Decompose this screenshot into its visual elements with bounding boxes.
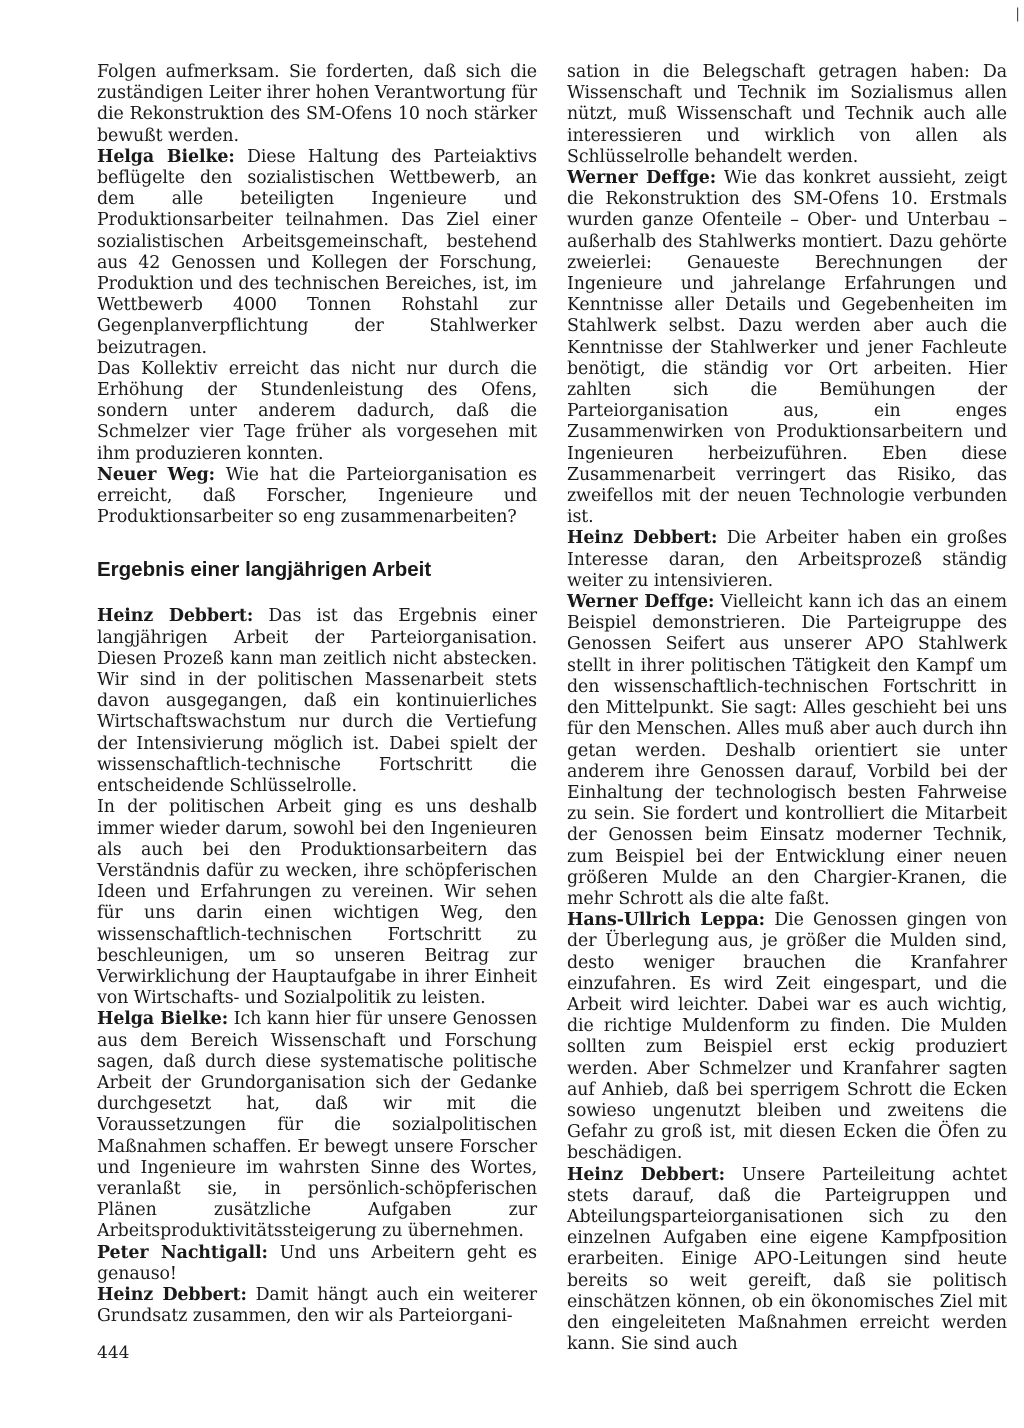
- speaker-name: Werner Deffge:: [567, 592, 715, 613]
- paragraph: [97, 465, 537, 529]
- paragraph: sation in die Belegschaft getragen haben: Da Wissenschaft und Technik im Sozialismus allen nützt, muß Wissenschaft und Technik auch alle interessieren und wirklich von allen als Schlüsselrolle behandelt werden.: [567, 62, 1007, 167]
- paragraph: [97, 1285, 537, 1327]
- speech-text: Ich kann hier für unsere Genossen aus dem Bereich Wissenschaft und Forschung sagen, daß durch diese systematische politische Arbeit der Grundorganisation sich der Gedanke durchgesetzt hat, daß wir mit die Voraussetzungen für die sozialpolitischen Maßnahmen schaffen. Er bewegt unsere Forscher und Ingenieure im wahrsten Sinne des Wortes, veranlaßt sie, in persönlich-schöpferischen Plänen zusätzliche Aufgaben zur Arbeitsproduktivitätssteigerung zu übernehmen.: [97, 1009, 538, 1242]
- speech-text: Unsere Parteileitung achtet stets darauf, daß die Parteigruppen und Abteilungsparteiorganisationen sich zu den einzelnen Aufgaben eine eigene Kampfposition erarbeiten. Einige APO-Leitungen sind heute bereits so weit gereift, daß sie politisch einschätzen können, ob ein ökonomisches Ziel mit den eingeleiteten Maßnahmen erreicht werden kann. Sie sind auch: [567, 1164, 1008, 1355]
- page-number: 444: [97, 1343, 130, 1363]
- paragraph: [97, 606, 537, 797]
- speech-text: Und uns Arbeitern geht es genauso!: [97, 1242, 537, 1284]
- speaker-name: Heinz Debbert:: [567, 1164, 725, 1185]
- speaker-name: Werner Deffge:: [567, 168, 717, 189]
- paragraph: [567, 1165, 1007, 1356]
- speaker-name: Hans-Ullrich Leppa:: [567, 910, 766, 931]
- speaker-name: Heinz Debbert:: [567, 528, 718, 549]
- paragraph: Folgen aufmerksam. Sie forderten, daß sich die zuständigen Leiter ihrer hohen Verantwortung für die Rekonstruktion des SM-Ofens 10 noch stärker bewußt werden.: [97, 62, 537, 146]
- corner-mark: |: [1015, 6, 1020, 22]
- speaker-name: Peter Nachtigall:: [97, 1242, 268, 1263]
- speech-text: Das ist das Ergebnis einer langjährigen Arbeit der Parteiorganisation. Diesen Prozeß kann man zeitlich nicht abstecken. Wir sind in der politischen Massenarbeit stets davon ausgegangen, daß ein kontinuierliches Wirtschaftswachstum nur durch die Vertiefung der Intensivierung möglich ist. Dabei spielt der wissenschaftlich-technische Fortschritt die entscheidende Schlüsselrolle.: [97, 606, 537, 797]
- paragraph: [567, 592, 1007, 910]
- paragraph: [567, 910, 1007, 1164]
- speaker-name: Neuer Weg:: [97, 464, 215, 485]
- paragraph: Das Kollektiv erreicht das nicht nur durch die Erhöhung der Stundenleistung des Ofens, sondern unter anderem dadurch, daß die Schmelzer vier Tage früher als vorgesehen mit ihm produzieren konnten.: [97, 358, 537, 464]
- left-column: [97, 62, 537, 1327]
- section-heading: Ergebnis einer langjährigen Arbeit: [97, 558, 432, 582]
- speaker-name: Heinz Debbert:: [97, 1284, 247, 1305]
- speech-text: Die Genossen gingen von der Überlegung aus, je größer die Mulden sind, desto weniger brauchen die Kranfahrer einzufahren. Es wird Zeit eingespart, und die Arbeit wird leichter. Dabei war es auch wichtig, die richtige Muldenform zu finden. Die Mulden sollten zum Beispiel erst eckig produziert werden. Aber Schmelzer und Kranfahrer sagten auf Anhieb, daß bei sperrigem Schrott die Ecken sowieso ungenutzt bleiben und zweitens die Gefahr zu groß ist, mit diesen Ecken die Öfen zu beschädigen.: [567, 910, 1008, 1164]
- speech-text: Die Arbeiter haben ein großes Interesse daran, den Arbeitsprozeß ständig weiter zu intensivieren.: [567, 528, 1007, 591]
- speech-text: Wie das konkret aussieht, zeigt die Rekonstruktion des SM-Ofens 10. Erstmals wurden ganze Ofenteile – Ober- und Unterbau – außerhalb des Stahlwerks montiert. Dazu gehörte zweierlei: Genaueste Berechnungen der Ingenieure und jahrelange Erfahrungen und Kenntnisse aller Details und Gegebenheiten im Stahlwerk selbst. Dazu werden aber auch die Kenntnisse der Stahlwerker und jener Fachleute benötigt, die ständig vor Ort arbeiten. Hier zahlten sich die Bemühungen der Parteiorganisation aus, ein enges Zusammenwirken von Produktionsarbeitern und Ingenieuren herbeizuführen. Eben diese Zusammenarbeit verringert das Risiko, das zweifellos mit der neuen Technologie verbunden ist.: [567, 168, 1007, 528]
- paragraph: [567, 168, 1007, 528]
- right-column: [567, 62, 1007, 1355]
- paragraph: [97, 147, 537, 359]
- paragraph: [97, 1243, 537, 1285]
- speaker-name: Helga Bielke:: [97, 146, 235, 167]
- speech-text: Diese Haltung des Parteiaktivs beflügelte den sozialistischen Wettbewerb, an dem alle beteiligten Ingenieure und Produktionsarbeiter teilnahmen. Das Ziel einer sozialistischen Arbeitsgemeinschaft, bestehend aus 42 Genossen und Kollegen der Forschung, Produktion und des technischen Bereiches, ist, im Wettbewerb 4000 Tonnen Rohstahl zur Gegenplanverpflichtung der Stahlwerker beizutragen.: [97, 146, 538, 358]
- speech-text: Vielleicht kann ich das an einem Beispiel demonstrieren. Die Parteigruppe des Genossen Seifert aus unserer APO Stahlwerk stellt in ihrer politischen Tätigkeit den Kampf um den wissenschaftlich-technischen Fortschritt in den Mittelpunkt. Sie sagt: Alles geschieht bei uns für den Menschen. Alles muß aber auch durch ihn getan werden. Deshalb orientiert sie unter anderem ihre Genossen darauf, Vorbild bei der Einhaltung der technologisch besten Fahrweise zu sein. Sie fordert und kontrolliert die Mitarbeit der Genossen beim Einsatz moderner Technik, zum Beispiel bei der Entwicklung einer neuen größeren Mulde an den Chargier-Kranen, die mehr Schrott als die alte faßt.: [567, 592, 1007, 909]
- speaker-name: Heinz Debbert:: [97, 606, 254, 627]
- paragraph: [567, 528, 1007, 592]
- paragraph: In der politischen Arbeit ging es uns deshalb immer wieder darum, sowohl bei den Ingenieuren als auch bei den Produktionsarbeitern das Verständnis dafür zu wecken, ihre schöpferischen Ideen und Erfahrungen zu vereinen. Wir sehen für uns darin einen wichtigen Weg, den wissenschaftlich-technischen Fortschritt zu beschleunigen, um so unseren Beitrag zur Verwirklichung der Hauptaufgabe in ihrer Einheit von Wirtschafts- und Sozialpolitik zu leisten.: [97, 797, 537, 1009]
- speaker-name: Helga Bielke:: [97, 1009, 229, 1030]
- speech-text: Damit hängt auch ein weiterer Grundsatz zusammen, den wir als Parteiorgani-: [97, 1284, 538, 1327]
- paragraph: [97, 1009, 537, 1242]
- speech-text: Wie hat die Parteiorganisation es erreicht, daß Forscher, Ingenieure und Produktionsarbeiter so eng zusammenarbeiten?: [97, 464, 537, 528]
